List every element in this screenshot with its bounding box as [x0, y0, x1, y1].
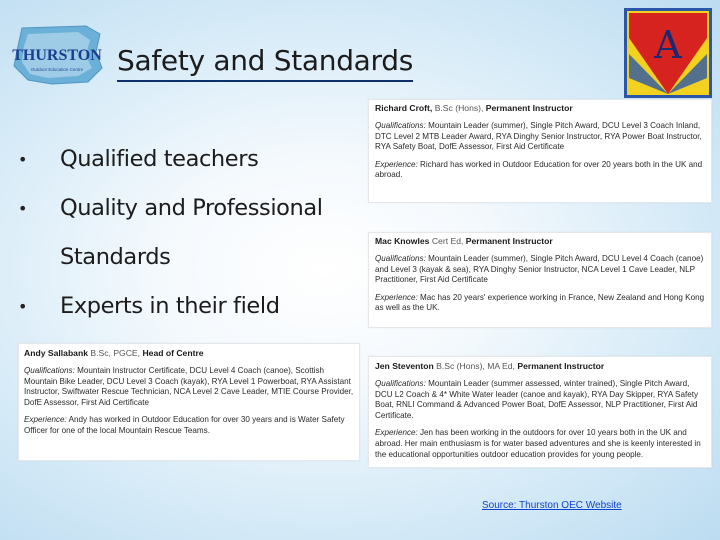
staff-role: Head of Centre	[142, 348, 204, 358]
staff-qualifications	[375, 379, 705, 421]
qualifications-label: Qualifications:	[375, 379, 426, 388]
thurston-logo	[8, 22, 106, 88]
staff-name: Andy Sallabank	[24, 348, 88, 358]
staff-experience	[375, 293, 705, 314]
staff-qualifications	[375, 254, 705, 286]
bullet-list	[18, 135, 358, 331]
staff-degree: Cert Ed,	[431, 236, 464, 246]
staff-name: Richard Croft,	[375, 103, 433, 113]
staff-name: Mac Knowles	[375, 236, 430, 246]
experience-label: Experience:	[375, 159, 418, 169]
experience-label: Experience:	[24, 415, 67, 425]
staff-card-mac-knowles	[368, 232, 712, 328]
bullet-item	[18, 184, 358, 282]
bullet-text: Qualified teachers	[60, 146, 259, 172]
qualifications-text: Mountain Leader (summer), Single Pitch Award, DCU Level 3 Coach Inland, DTC Level 2 MTB Leader Award, RYA Dinghy Senior Instructor, RYA Power Boat Instructor, RYA Safety Boat, DofE Assessor, First Aid Certificate	[375, 121, 702, 152]
experience-text: Jen has been working in the outdoors for over 10 years both in the UK and abroad. Her main enthusiasm is for water based adventures and she is keenly interested in the educational opportunities outdoor education provides for young people.	[375, 428, 701, 459]
staff-experience	[375, 160, 705, 181]
qualifications-text: Mountain Leader (summer assessed, winter trained), Single Pitch Award, DCU L2 Coach & 4* White Water leader (canoe and kayak), RYA Day Skipper, RYA Safety Boat, RNLI Command & Advanced Power Boat, DofE Assessor, NLP Practitioner, First Aid Certificate.	[375, 379, 699, 420]
experience-text: Mac has 20 years' experience working in France, New Zealand and Hong Kong as well as the UK.	[375, 292, 705, 313]
qualifications-label: Qualifications:	[375, 254, 426, 263]
qualifications-text: Mountain Leader (summer), Single Pitch Award, DCU Level 4 Coach (canoe) and Level 3 (kayak & sea), RYA Dinghy Senior Instructor, NCA Level 1 Cave Leader, NLP Practitioner, First Aid Certificate	[375, 254, 704, 285]
logo-subtitle: Outdoor Education Centre	[30, 67, 84, 72]
staff-card-andy-sallabank	[18, 343, 360, 461]
qualifications-text: Mountain Instructor Certificate, DCU Level 4 Coach (canoe), Scottish Mountain Bike Leader, DCU Level 3 Coach (kayak), RYA Level 1 Powerboat, RYA Assistant Instructor, Swiftwater Rescue Technician, NCA Level 2 Cave Leader, MTIE Course Provider, DofE Assessor, First Aid Certificate	[24, 366, 354, 407]
staff-role: Permanent Instructor	[517, 361, 605, 371]
staff-experience	[24, 415, 354, 436]
staff-card-jen-steventon	[368, 356, 712, 468]
bullet-symbol: •	[18, 199, 28, 218]
bullet-text: Quality and Professional Standards	[60, 195, 323, 270]
shield-badge-logo	[624, 8, 712, 98]
staff-degree: B.Sc (Hons), MA Ed,	[436, 361, 515, 371]
staff-name-line	[375, 236, 705, 247]
bullet-item	[18, 282, 358, 331]
staff-role: Permanent Instructor	[485, 103, 573, 113]
bullet-symbol: •	[18, 297, 28, 316]
qualifications-label: Qualifications:	[24, 366, 75, 375]
staff-qualifications	[375, 121, 705, 153]
staff-name-line	[24, 348, 354, 359]
staff-role: Permanent Instructor	[465, 236, 553, 246]
staff-experience	[375, 428, 705, 460]
staff-name-line	[375, 361, 705, 372]
experience-label: Experience:	[375, 428, 418, 438]
staff-degree: B.Sc (Hons),	[434, 103, 484, 113]
staff-degree: B.Sc, PGCE,	[90, 348, 141, 358]
staff-name-line	[375, 103, 705, 114]
page-title: Safety and Standards	[117, 42, 413, 82]
staff-card-richard-croft	[368, 99, 712, 203]
bullet-item	[18, 135, 358, 184]
staff-qualifications	[24, 366, 354, 408]
bullet-symbol: •	[18, 150, 28, 169]
logo-text: THURSTON	[12, 47, 102, 64]
experience-label: Experience:	[375, 292, 418, 302]
badge-letter: A	[654, 23, 682, 67]
staff-name: Jen Steventon	[375, 361, 434, 371]
source-link[interactable]: Source: Thurston OEC Website	[482, 500, 622, 511]
qualifications-label: Qualifications:	[375, 121, 426, 130]
experience-text: Richard has worked in Outdoor Education for over 20 years both in the UK and abroad.	[375, 159, 703, 180]
bullet-text: Experts in their field	[60, 293, 280, 319]
experience-text: Andy has worked in Outdoor Education for over 30 years and is Water Safety Officer for one of the local Mountain Rescue Teams.	[24, 415, 345, 435]
